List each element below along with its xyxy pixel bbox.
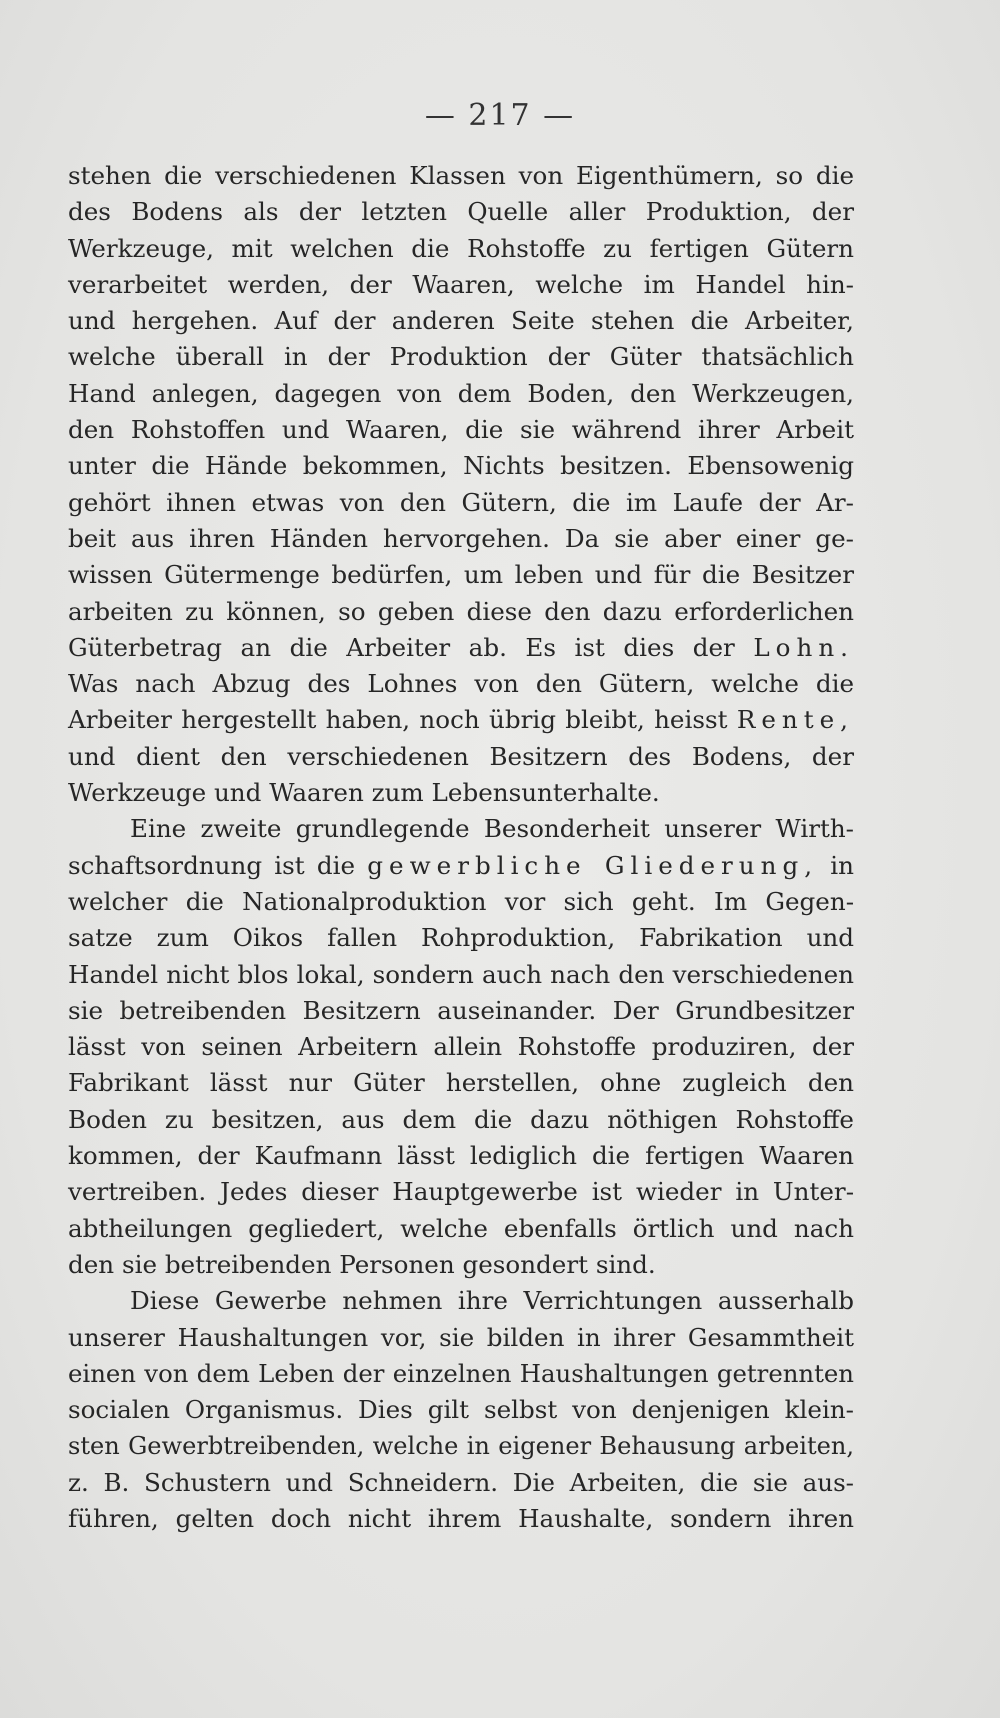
text-line: vertreiben. Jedes dieser Hauptgewerbe ist wieder in Unter-: [68, 1177, 854, 1207]
text-line: den Rohstoffen und Waaren, die sie während ihrer Arbeit: [68, 415, 854, 445]
text-line: socialen Organismus. Dies gilt selbst von denjenigen klein-: [68, 1395, 854, 1425]
text-line: und hergehen. Auf der anderen Seite stehen die Arbeiter,: [68, 306, 854, 336]
text-line: Werkzeuge und Waaren zum Lebensunterhalte.: [68, 778, 660, 808]
text-line: den sie betreibenden Personen gesondert sind.: [68, 1249, 656, 1279]
text-line: [68, 702, 854, 738]
text-line: arbeiten zu können, so geben diese den dazu erforderlichen: [68, 596, 854, 626]
text-line: abtheilungen gegliedert, welche ebenfalls örtlich und nach: [68, 1213, 854, 1243]
text-line: beit aus ihren Händen hervorgehen. Da sie aber einer ge-: [68, 523, 854, 553]
text-line: des Bodens als der letzten Quelle aller Produktion, der: [68, 197, 854, 227]
text-line: Diese Gewerbe nehmen ihre Verrichtungen ausserhalb: [130, 1286, 854, 1316]
text-line: Handel nicht blos lokal, sondern auch nach den verschiedenen: [68, 959, 854, 989]
text-segment: in: [830, 850, 854, 880]
text-line: z. B. Schustern und Schneidern. Die Arbeiten, die sie aus-: [68, 1467, 854, 1497]
text-line: und dient den verschiedenen Besitzern des Bodens, der: [68, 741, 854, 771]
text-line: stehen die verschiedenen Klassen von Eigenthümern, so die: [68, 161, 854, 190]
body-text: [68, 158, 854, 1537]
text-line: einen von dem Leben der einzelnen Haushaltungen getrennten: [68, 1358, 854, 1388]
text-line: Boden zu besitzen, aus dem die dazu nöthigen Rohstoffe: [68, 1104, 854, 1134]
emphasis-rente: Rente,: [736, 705, 854, 735]
text-line: führen, gelten doch nicht ihrem Haushalte, sondern ihren: [68, 1503, 854, 1533]
text-line: Fabrikant lässt nur Güter herstellen, ohne zugleich den: [68, 1068, 854, 1098]
text-line: Eine zweite grundlegende Besonderheit unserer Wirth-: [130, 814, 854, 844]
text-segment: schaftsordnung ist die: [68, 850, 356, 880]
text-line: unter die Hände bekommen, Nichts besitzen. Ebensowenig: [68, 451, 854, 481]
text-line: kommen, der Kaufmann lässt lediglich die fertigen Waaren: [68, 1141, 854, 1171]
text-line: welche überall in der Produktion der Güter thatsächlich: [68, 342, 854, 372]
text-line: [68, 630, 854, 666]
text-line: welcher die Nationalproduktion vor sich geht. Im Gegen-: [68, 886, 854, 916]
text-line: unserer Haushaltungen vor, sie bilden in ihrer Gesammtheit: [68, 1322, 854, 1352]
text-line: sie betreibenden Besitzern auseinander. Der Grundbesitzer: [68, 995, 854, 1025]
emphasis-gliederung: gewerbliche Gliederung,: [367, 850, 819, 880]
text-line: Hand anlegen, dagegen von dem Boden, den Werkzeugen,: [68, 378, 854, 408]
text-segment: Arbeiter hergestellt haben, noch übrig bleibt, heisst: [68, 705, 728, 735]
text-line: lässt von seinen Arbeitern allein Rohstoffe produziren, der: [68, 1032, 854, 1062]
text-line: gehört ihnen etwas von den Gütern, die im Laufe der Ar-: [68, 487, 854, 517]
text-segment: Güterbetrag an die Arbeiter ab. Es ist dies der: [68, 632, 735, 662]
text-line: wissen Gütermenge bedürfen, um leben und für die Besitzer: [68, 560, 854, 590]
text-line: sten Gewerbtreibenden, welche in eigener Behausung arbeiten,: [68, 1432, 854, 1461]
text-line: verarbeitet werden, der Waaren, welche im Handel hin-: [68, 269, 854, 299]
text-line: Werkzeuge, mit welchen die Rohstoffe zu fertigen Gütern: [68, 233, 854, 263]
page-number: — 217 —: [424, 98, 576, 133]
text-line: satze zum Oikos fallen Rohproduktion, Fabrikation und: [68, 923, 854, 953]
text-line: [68, 848, 854, 884]
emphasis-lohn: Lohn.: [753, 632, 854, 662]
text-line: Was nach Abzug des Lohnes von den Gütern, welche die: [68, 669, 854, 699]
